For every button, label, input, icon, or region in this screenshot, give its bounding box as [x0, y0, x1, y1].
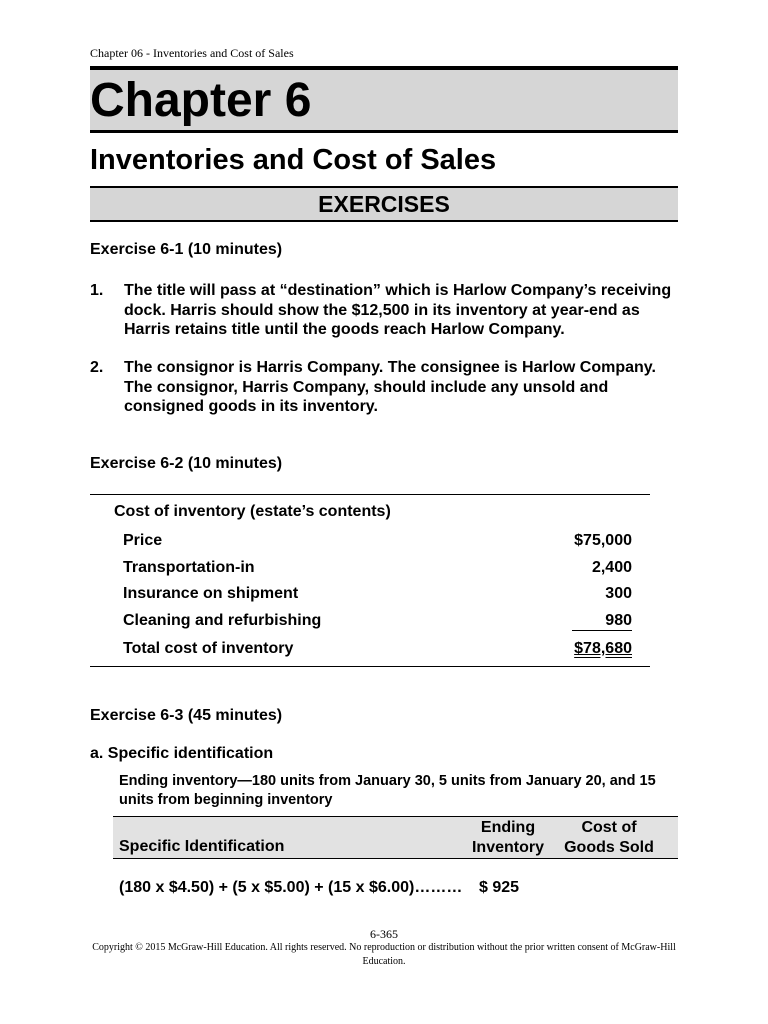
row-label: Cleaning and refurbishing	[123, 612, 322, 629]
col-method-header: Specific Identification	[119, 838, 285, 855]
row-amount: $78,680	[574, 640, 632, 657]
cost-table-title: Cost of inventory (estate’s contents)	[114, 503, 391, 520]
row-amount: 980	[572, 611, 632, 631]
chapter-title: Chapter 6	[90, 74, 312, 127]
col-cogs-header	[560, 818, 658, 857]
copyright-notice: Copyright © 2015 McGraw-Hill Education. All rights reserved. No reproduction or distribution without the prior written consent of McGraw-Hill Education.	[92, 942, 676, 967]
item-text: The consignor is Harris Company. The consignee is Harlow Company. The consignor, Harris Company, should include any unsold and consigned goods in its inventory.	[124, 359, 656, 415]
row-amount: $75,000	[574, 532, 632, 549]
chapter-subtitle: Inventories and Cost of Sales	[90, 144, 497, 176]
row-label: Transportation-in	[123, 559, 255, 576]
running-head: Chapter 06 - Inventories and Cost of Sales	[90, 46, 294, 60]
cost-row-insurance	[123, 584, 632, 603]
table-top-rule	[90, 494, 650, 495]
row-amount: 2,400	[591, 559, 632, 576]
item-number: 1.	[90, 282, 104, 299]
exercise-6-3-heading: Exercise 6-3 (45 minutes)	[90, 707, 283, 724]
col-cogs-line-1: Cost of	[581, 819, 637, 836]
page-number: 6-365	[370, 927, 398, 941]
col-ending-line-2: Inventory	[471, 838, 544, 856]
exercise-6-1-item-2	[90, 358, 678, 417]
row-label: Price	[123, 532, 163, 549]
ending-inventory-description: Ending inventory—180 units from January 30, 5 units from January 20, and 15 units from beginning inventory	[119, 773, 656, 808]
cost-row-transportation	[123, 558, 632, 577]
exercise-6-2-heading: Exercise 6-2 (10 minutes)	[90, 455, 283, 472]
cost-row-total	[123, 639, 632, 658]
col-cogs-line-2: Goods Sold	[564, 838, 654, 856]
item-text: The title will pass at “destination” which is Harlow Company’s receiving dock. Harris should show the $12,500 in its inventory at year-end as Harris retains title until the goods reach Harlow Company.	[124, 282, 672, 338]
calc-ending-value: $ 925	[479, 879, 520, 896]
table-bottom-rule	[90, 666, 650, 667]
calc-expression: (180 x $4.50) + (5 x $5.00) + (15 x $6.00)………	[119, 879, 463, 896]
part-a-heading: a. Specific identification	[90, 745, 274, 762]
exercise-6-1-item-1	[90, 281, 678, 340]
row-amount: 300	[605, 585, 632, 602]
row-label: Total cost of inventory	[123, 640, 294, 657]
col-ending-inventory-header	[466, 818, 550, 857]
col-ending-line-1: Ending	[480, 819, 536, 836]
row-label: Insurance on shipment	[123, 585, 299, 602]
exercise-6-1-heading: Exercise 6-1 (10 minutes)	[90, 241, 283, 258]
cost-row-price	[123, 531, 632, 550]
item-number: 2.	[90, 359, 104, 376]
cost-row-cleaning	[123, 611, 632, 631]
section-title: EXERCISES	[90, 186, 678, 222]
